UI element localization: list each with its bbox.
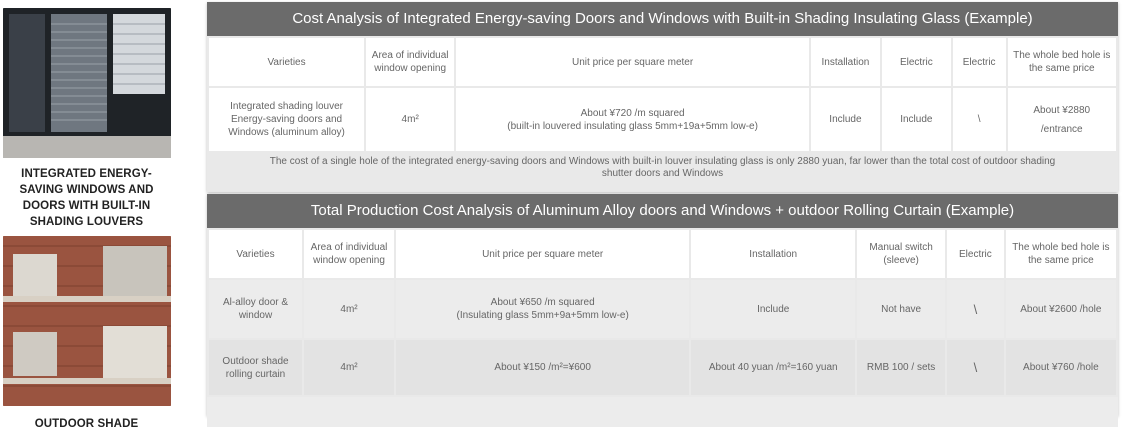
window-photo-illustration bbox=[3, 8, 171, 158]
header-manual-switch: Manual switch (sleeve) bbox=[857, 230, 945, 278]
caption-energy-saving-windows: INTEGRATED ENERGY-SAVING WINDOWS AND DOORS WITH BUILT-IN SHADING LOUVERS bbox=[19, 168, 154, 228]
cell-manual-switch: Not have bbox=[857, 280, 945, 338]
table1-header-row bbox=[209, 38, 1116, 86]
whole-price-value: About ¥2880 bbox=[1033, 104, 1091, 116]
table-row bbox=[209, 88, 1116, 151]
header-area: Area of individual window opening bbox=[366, 38, 454, 86]
table2-title: Total Production Cost Analysis of Aluminum Alloy doors and Windows + outdoor Rolling Curtain (Example) bbox=[207, 194, 1118, 228]
cell-variety: Outdoor shade rolling curtain bbox=[209, 340, 302, 395]
cell-installation: About 40 yuan /m²=160 yuan bbox=[691, 340, 855, 395]
unit-price-main: About ¥720 /m squared bbox=[580, 107, 685, 119]
table-row bbox=[209, 340, 1116, 395]
table1-title: Cost Analysis of Integrated Energy-saving Doors and Windows with Built-in Shading Insulating Glass (Example) bbox=[207, 2, 1118, 36]
header-electric: Electric bbox=[882, 38, 951, 86]
cell-variety: Al-alloy door & window bbox=[209, 280, 302, 338]
cell-installation: Include bbox=[691, 280, 855, 338]
header-installation: Installation bbox=[691, 230, 855, 278]
whole-price-unit: /entrance bbox=[1040, 123, 1083, 135]
header-installation: Installation bbox=[811, 38, 880, 86]
cell-area: 4m² bbox=[304, 340, 394, 395]
header-whole-price: The whole bed hole is the same price bbox=[1006, 230, 1116, 278]
table2-grid bbox=[207, 228, 1118, 397]
cost-analysis-table-built-in bbox=[207, 2, 1118, 192]
unit-price-detail: (built-in louvered insulating glass 5mm+19a+5mm low-e) bbox=[507, 120, 758, 132]
header-electric: Electric bbox=[947, 230, 1004, 278]
header-whole-price: The whole bed hole is the same price bbox=[1008, 38, 1116, 86]
cell-area: 4m² bbox=[366, 88, 454, 151]
cell-installation: Include bbox=[811, 88, 880, 151]
header-area: Area of individual window opening bbox=[304, 230, 394, 278]
unit-price-detail: (Insulating glass 5mm+9a+5mm low-e) bbox=[456, 310, 629, 321]
table1-note: The cost of a single hole of the integrated energy-saving doors and Windows with built-in louver insulating glass is only 2880 yuan, far lower than the total cost of outdoor shading shutter doors and Windows bbox=[269, 156, 1056, 179]
header-electric-2: Electric bbox=[953, 38, 1006, 86]
cell-manual-switch: RMB 100 / sets bbox=[857, 340, 945, 395]
cell-variety: Integrated shading louver Energy-saving doors and Windows (aluminum alloy) bbox=[209, 88, 364, 151]
cell-area: 4m² bbox=[304, 280, 394, 338]
photo-energy-saving-window bbox=[3, 8, 171, 158]
cell-electric: \ bbox=[947, 280, 1004, 338]
unit-price-main: About ¥650 /m squared bbox=[490, 297, 595, 308]
cell-whole-price: About ¥760 /hole bbox=[1006, 340, 1116, 395]
building-photo-illustration bbox=[3, 236, 171, 406]
header-varieties: Varieties bbox=[209, 38, 364, 86]
header-unit-price: Unit price per square meter bbox=[396, 230, 689, 278]
cell-electric: Include bbox=[882, 88, 951, 151]
cost-analysis-table-outdoor bbox=[207, 194, 1118, 416]
cell-electric-2: \ bbox=[953, 88, 1006, 151]
cell-whole-price bbox=[1008, 88, 1116, 151]
caption-outdoor-shade: OUTDOOR SHADE bbox=[34, 418, 139, 430]
cell-unit-price bbox=[456, 88, 809, 151]
header-unit-price: Unit price per square meter bbox=[456, 38, 809, 86]
cell-unit-price bbox=[396, 280, 689, 338]
photo-outdoor-shade bbox=[3, 236, 171, 406]
table-row bbox=[209, 280, 1116, 338]
cell-unit-price: About ¥150 /m²=¥600 bbox=[396, 340, 689, 395]
cell-whole-price: About ¥2600 /hole bbox=[1006, 280, 1116, 338]
cell-electric: \ bbox=[947, 340, 1004, 395]
header-varieties: Varieties bbox=[209, 230, 302, 278]
table2-header-row bbox=[209, 230, 1116, 278]
table2-footer-spacer bbox=[207, 397, 1118, 427]
table1-grid bbox=[207, 36, 1118, 153]
